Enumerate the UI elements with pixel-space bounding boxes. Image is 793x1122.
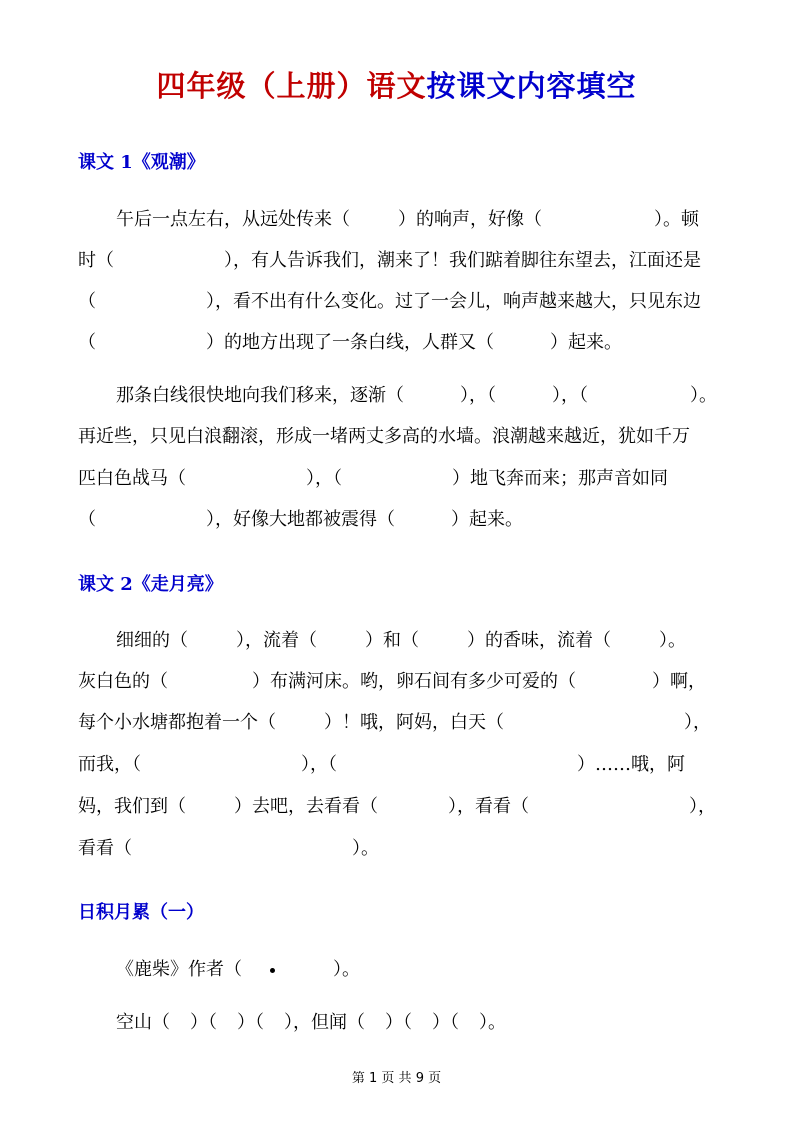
lesson2-p1-line1: 细细的（ ），流着（ ）和（ ）的香味，流着（ ）。 [116,630,686,651]
rijiyuelei-line1: 《鹿柴》作者（ ）。 [116,959,360,980]
lesson1-p1-line1: 午后一点左右，从远处传来（ ）的响声，好像（ ）。顿 [116,209,699,230]
lesson2-p1-line6: 看看（ ）。 [78,838,379,859]
lesson2-heading: 课文 2《走月亮》 [78,574,223,595]
rijiyuelei-line2: 空山（ ）（ ）（ ），但闻（ ）（ ）（ ）。 [116,1012,506,1033]
separator-dot-icon [270,968,275,973]
lesson1-p2-line3: 匹白色战马（ ），（ ）地飞奔而来；那声音如同 [78,468,668,489]
lesson1-p1-line2: 时（ ），有人告诉我们，潮来了！我们踮着脚往东望去，江面还是 [78,250,701,271]
rijiyuelei-heading: 日积月累（一） [78,902,204,923]
lesson1-p2-line4: （ ），好像大地都被震得（ ）起来。 [78,509,523,530]
lesson2-p1-line3: 每个小水塘都抱着一个（ ）！哦，阿妈，白天（ ）， [78,712,711,733]
page-title [0,64,793,105]
title-task: 按课文内容填空 [426,69,637,103]
lesson1-p2-line2: 再近些，只见白浪翻滚，形成一堵两丈多高的水墙。浪潮越来越近，犹如千万 [78,426,690,447]
lesson2-p1-line2: 灰白色的（ ）布满河床。哟，卵石间有多少可爱的（ ）啊， [78,671,706,692]
lesson1-p2-line1: 那条白线很快地向我们移来，逐渐（ ），（ ），（ ）。 [116,385,717,406]
title-grade: 四年级（上册）语文 [156,69,427,103]
lesson1-p1-line3: （ ），看不出有什么变化。过了一会儿，响声越来越大，只见东边 [78,291,701,312]
page-footer: 第 1 页 共 9 页 [351,1071,442,1086]
lesson2-p1-line4: 而我，（ ），（ ）……哦，阿 [78,754,685,775]
lesson1-heading: 课文 1《观潮》 [78,152,205,173]
lesson1-p1-line4: （ ）的地方出现了一条白线，人群又（ ）起来。 [78,332,622,353]
lesson2-p1-line5: 妈，我们到（ ）去吧，去看看（ ），看看（ ）， [78,796,716,817]
